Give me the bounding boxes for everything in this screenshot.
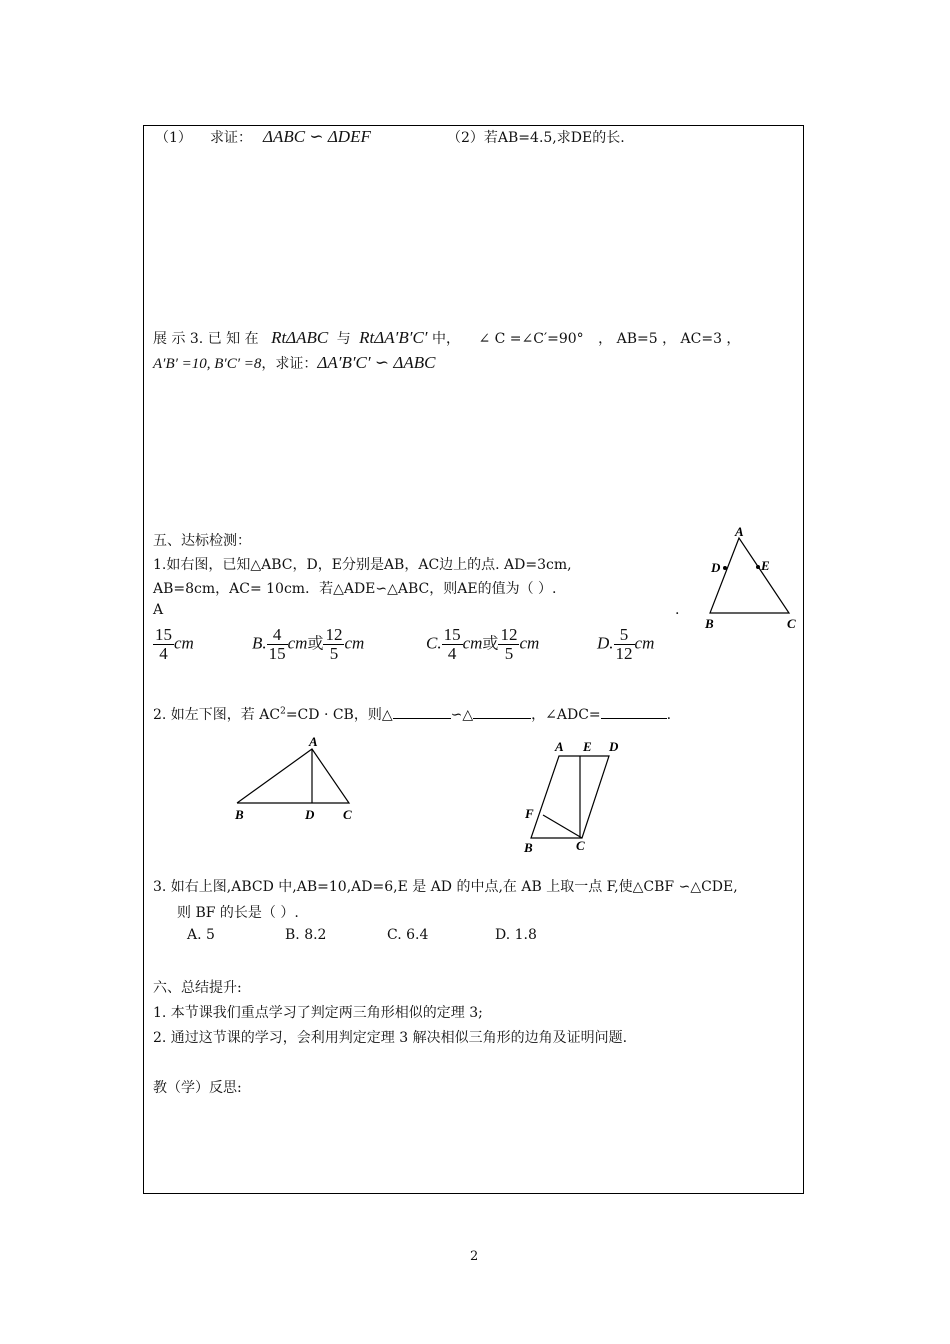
q1-letter: A — [153, 602, 164, 618]
option-a: $\frac{15}{4}$ cm — [155, 625, 194, 663]
option-a-frac: $\frac{15}{4}$ — [155, 625, 172, 663]
section6-line1: 1. 本节课我们重点学习了判定两三角形相似的定理 3; — [153, 1005, 483, 1021]
q2-blank-3[interactable] — [601, 718, 667, 719]
fig3-label-f: F — [525, 806, 534, 821]
label-b: B — [705, 616, 714, 631]
label-d: D — [711, 560, 721, 575]
item1-prove: 求证： — [210, 130, 252, 146]
q1-line1: 1.如右图，已知△ABC，D，E分别是AB，AC边上的点. AD=3cm, — [153, 557, 572, 573]
q1-dot: . — [675, 602, 680, 618]
fig2-label-c: C — [343, 807, 352, 822]
figure-parallelogram — [518, 735, 648, 855]
section5-heading: 五、达标检测： — [153, 533, 251, 549]
show3-tri1: RtΔABC — [271, 328, 329, 347]
q3-option-c: C. 6.4 — [387, 927, 429, 943]
figure-triangle-ade — [700, 525, 800, 635]
fig3-label-a: A — [555, 739, 564, 754]
figure-triangle-altitude — [225, 733, 365, 823]
q3-option-d: D. 1.8 — [495, 927, 537, 943]
q2-blank-1[interactable] — [393, 718, 451, 719]
point-e — [756, 565, 760, 569]
q2-comma: ，∠ADC= — [531, 707, 601, 723]
item1-label: （1） — [155, 130, 192, 146]
q2-mid: =CD · CB，则△ — [285, 707, 393, 723]
show3-math: ΔA′B′C′ ∽ ΔABC — [317, 353, 436, 372]
show3-line1 — [153, 328, 740, 348]
parallelogram-abcd — [531, 756, 609, 838]
show3-angle: ∠ C =∠C′=90° — [478, 331, 584, 347]
q2-sup: 2 — [280, 706, 286, 717]
show3-prove: ，求证： — [261, 356, 318, 372]
segment-fc — [543, 815, 582, 838]
show3-and: 与 — [336, 331, 351, 347]
label-e: E — [761, 558, 770, 573]
show3-line2 — [153, 353, 435, 373]
show3-tri2: RtΔA′B′C′ — [359, 328, 428, 347]
option-d: D. $\frac{5}{12}$ cm — [597, 625, 655, 663]
fig2-label-a: A — [309, 734, 318, 749]
q2-blank-2[interactable] — [473, 718, 531, 719]
show3-prefix: 展 示 3. 已 知 在 — [153, 331, 259, 347]
fig2-label-d: D — [305, 807, 315, 822]
label-a: A — [735, 525, 744, 539]
show3-mid: 中， — [431, 331, 460, 347]
q2-end: . — [666, 707, 672, 723]
option-c: C. $\frac{15}{4}$ cm或 $\frac{12}{5}$ cm — [426, 625, 540, 663]
q3-option-b: B. 8.2 — [285, 927, 327, 943]
fig3-label-d: D — [609, 739, 619, 754]
q1-line2: AB=8cm，AC= 10cm．若△ADE∽△ABC，则AE的值为（ ）. — [153, 581, 557, 597]
show3-given: A′B′ =10, B′C′ =8 — [153, 356, 262, 372]
label-c: C — [787, 616, 796, 631]
point-d — [723, 566, 727, 570]
triangle-abc-2 — [237, 749, 349, 803]
item2-text: （2）若AB=4.5,求DE的长. — [447, 130, 625, 146]
fig3-label-b: B — [524, 840, 533, 855]
q2-sim: ∽△ — [450, 707, 474, 723]
reflection-label: 教（学）反思: — [153, 1080, 242, 1096]
fig2-label-b: B — [235, 807, 244, 822]
fig3-label-c: C — [576, 838, 585, 853]
q3-line1: 3. 如右上图,ABCD 中,AB=10,AD=6,E 是 AD 的中点,在 AB 上取一点 F,使△CBF ∽△CDE, — [153, 879, 738, 895]
q2-prefix: 2. 如左下图，若 AC — [153, 707, 281, 723]
item1-math: ΔABC ∽ ΔDEF — [263, 127, 371, 146]
q2-line — [153, 704, 671, 724]
triangle-abc — [710, 538, 789, 613]
q3-line2: 则 BF 的长是（ ）. — [177, 905, 299, 921]
q3-option-a: A. 5 — [187, 927, 215, 943]
option-b: B. $\frac{4}{15}$ cm或 $\frac{12}{5}$ cm — [252, 625, 365, 663]
section6-line2: 2. 通过这节课的学习，会利用判定定理 3 解决相似三角形的边角及证明问题. — [153, 1030, 628, 1046]
show3-rest: ， AB=5 ， AC=3 ， — [598, 331, 741, 347]
page-number: 2 — [470, 1249, 479, 1264]
section6-heading: 六、总结提升: — [153, 980, 242, 996]
fig3-label-e: E — [583, 739, 592, 754]
